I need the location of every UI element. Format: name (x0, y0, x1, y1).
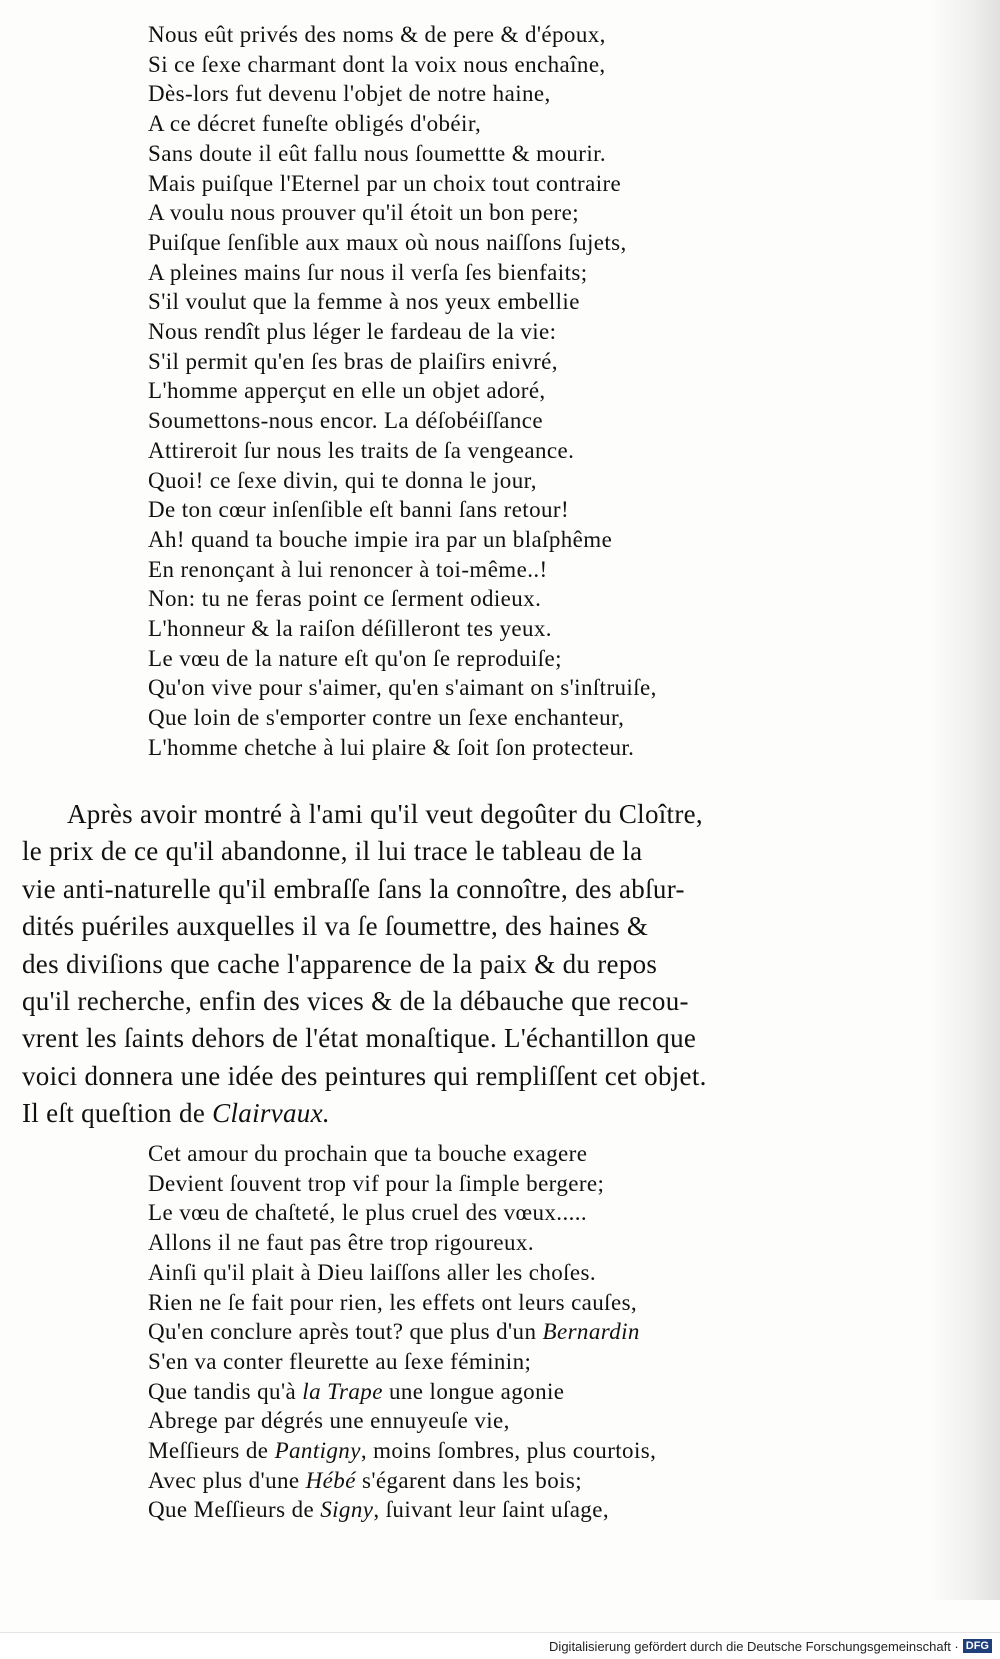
verse-line: Attireroit ſur nous les traits de ſa vengeance. (148, 437, 575, 463)
verse-line: S'il voulut que la femme à nos yeux embellie (148, 289, 580, 315)
verse-line: Sans doute il eût fallu nous ſoumettte & mourir. (148, 140, 607, 166)
verse-line (148, 1317, 828, 1347)
prose-line: le prix de ce qu'il abandonne, il lui trace le tableau de la (22, 836, 643, 867)
verse-text: Avec plus d'une (148, 1467, 300, 1493)
verse-line: Si ce ſexe charmant dont la voix nous enchaîne, (148, 51, 606, 77)
verse-line: Devient ſouvent trop vif pour la ſimple bergere; (148, 1170, 605, 1196)
verse-line: Dès-lors fut devenu l'objet de notre haine, (148, 81, 551, 107)
verse-line: Ah! quand ta bouche impie ira par un blaſphême (148, 526, 613, 552)
verse-line: Nous rendît plus léger le fardeau de la vie: (148, 319, 557, 345)
verse-text: Que tandis qu'à (148, 1378, 297, 1404)
prose-line: dités puériles auxquelles il va ſe ſoumettre, des haines & (22, 911, 649, 942)
verse-line: S'en va conter fleurette au ſexe féminin; (148, 1348, 532, 1374)
prose-paragraph (22, 796, 924, 1133)
italic-name: Bernardin (542, 1319, 640, 1345)
verse-line (148, 1466, 828, 1496)
verse-line: Qu'on vive pour s'aimer, qu'en s'aimant on s'inſtruiſe, (148, 675, 657, 701)
verse-text: , ſuivant leur ſaint uſage, (373, 1497, 609, 1523)
verse-line: L'honneur & la raiſon déſilleront tes yeux. (148, 616, 552, 642)
verse-line: En renonçant à lui renoncer à toi-même..! (148, 556, 548, 582)
verse-line: Que loin de s'emporter contre un ſexe enchanteur, (148, 705, 625, 731)
verse-text: Qu'en conclure après tout? que plus d'un (148, 1319, 537, 1345)
verse-line: Quoi! ce ſexe divin, qui te donna le jour, (148, 467, 537, 493)
verse-line: A pleines mains ſur nous il verſa ſes bienfaits; (148, 259, 588, 285)
prose-line: vrent les ſaints dehors de l'état monaſtique. L'échantillon que (22, 1023, 697, 1054)
verse-line: De ton cœur inſenſible eſt banni ſans retour! (148, 497, 570, 523)
funding-credit: Digitalisierung gefördert durch die Deutsche Forschungsgemeinschaft · (549, 1638, 959, 1654)
page-show-through (930, 0, 1000, 1600)
italic-name: Pantigny (274, 1438, 361, 1464)
verse-line: A ce décret funeſte obligés d'obéir, (148, 111, 482, 137)
verse-line: Abrege par dégrés une ennuyeuſe vie, (148, 1408, 510, 1434)
verse-line: A voulu nous prouver qu'il étoit un bon pere; (148, 200, 579, 226)
prose-line: voici donnera une idée des peintures qui rempliſſent cet objet. (22, 1060, 707, 1091)
verse-line: Le vœu de la nature eſt qu'on ſe reproduiſe; (148, 645, 562, 671)
digitization-footer (0, 1632, 1000, 1659)
verse-text: Meſſieurs de (148, 1438, 269, 1464)
verse-text: , moins ſombres, plus courtois, (360, 1438, 657, 1464)
place-name-italic: Clairvaux. (212, 1098, 330, 1129)
verse-line: Cet amour du prochain que ta bouche exagere (148, 1141, 588, 1166)
italic-name: Signy (320, 1497, 374, 1523)
prose-line: des diviſions que cache l'apparence de la paix & du repos (22, 948, 658, 979)
italic-name: Hébé (305, 1467, 356, 1493)
verse-line (148, 1436, 828, 1466)
verse-text: Que Meſſieurs de (148, 1497, 315, 1523)
verse-line: Mais puiſque l'Eternel par un choix tout contraire (148, 170, 622, 196)
prose-line (22, 1095, 924, 1132)
verse-line: L'homme chetche à lui plaire & ſoit ſon protecteur. (148, 734, 635, 760)
verse-line (148, 1377, 828, 1407)
verse-line: Ainſi qu'il plait à Dieu laiſſons aller les choſes. (148, 1259, 597, 1285)
verse-text: s'égarent dans les bois; (361, 1467, 583, 1493)
verse-block-top (148, 20, 828, 763)
italic-name: la Trape (302, 1378, 383, 1404)
dfg-logo-icon: DFG (963, 1639, 992, 1653)
verse-line: S'il permit qu'en ſes bras de plaiſirs enivré, (148, 348, 558, 374)
verse-text: une longue agonie (388, 1378, 565, 1404)
prose-text: Il eſt queſtion de (22, 1098, 206, 1129)
verse-line (148, 1495, 828, 1525)
prose-line: Après avoir montré à l'ami qu'il veut degoûter du Cloître, (67, 799, 703, 829)
verse-line: Non: tu ne feras point ce ſerment odieux. (148, 586, 542, 612)
verse-line: Rien ne ſe fait pour rien, les effets ont leurs cauſes, (148, 1289, 638, 1315)
prose-line: vie anti-naturelle qu'il embraſſe ſans la connoître, des abſur- (22, 873, 685, 904)
verse-line: L'homme apperçut en elle un objet adoré, (148, 378, 546, 404)
prose-line: qu'il recherche, enfin des vices & de la débauche que recou- (22, 986, 689, 1017)
verse-line: Nous eût privés des noms & de pere & d'époux, (148, 22, 606, 47)
verse-block-bottom (148, 1139, 828, 1525)
verse-line: Soumettons-nous encor. La déſobéiſſance (148, 408, 543, 434)
verse-line: Puiſque ſenſible aux maux où nous naiſſons ſujets, (148, 229, 627, 255)
verse-line: Le vœu de chaſteté, le plus cruel des vœux..... (148, 1200, 588, 1226)
verse-line: Allons il ne faut pas être trop rigoureux. (148, 1230, 534, 1256)
